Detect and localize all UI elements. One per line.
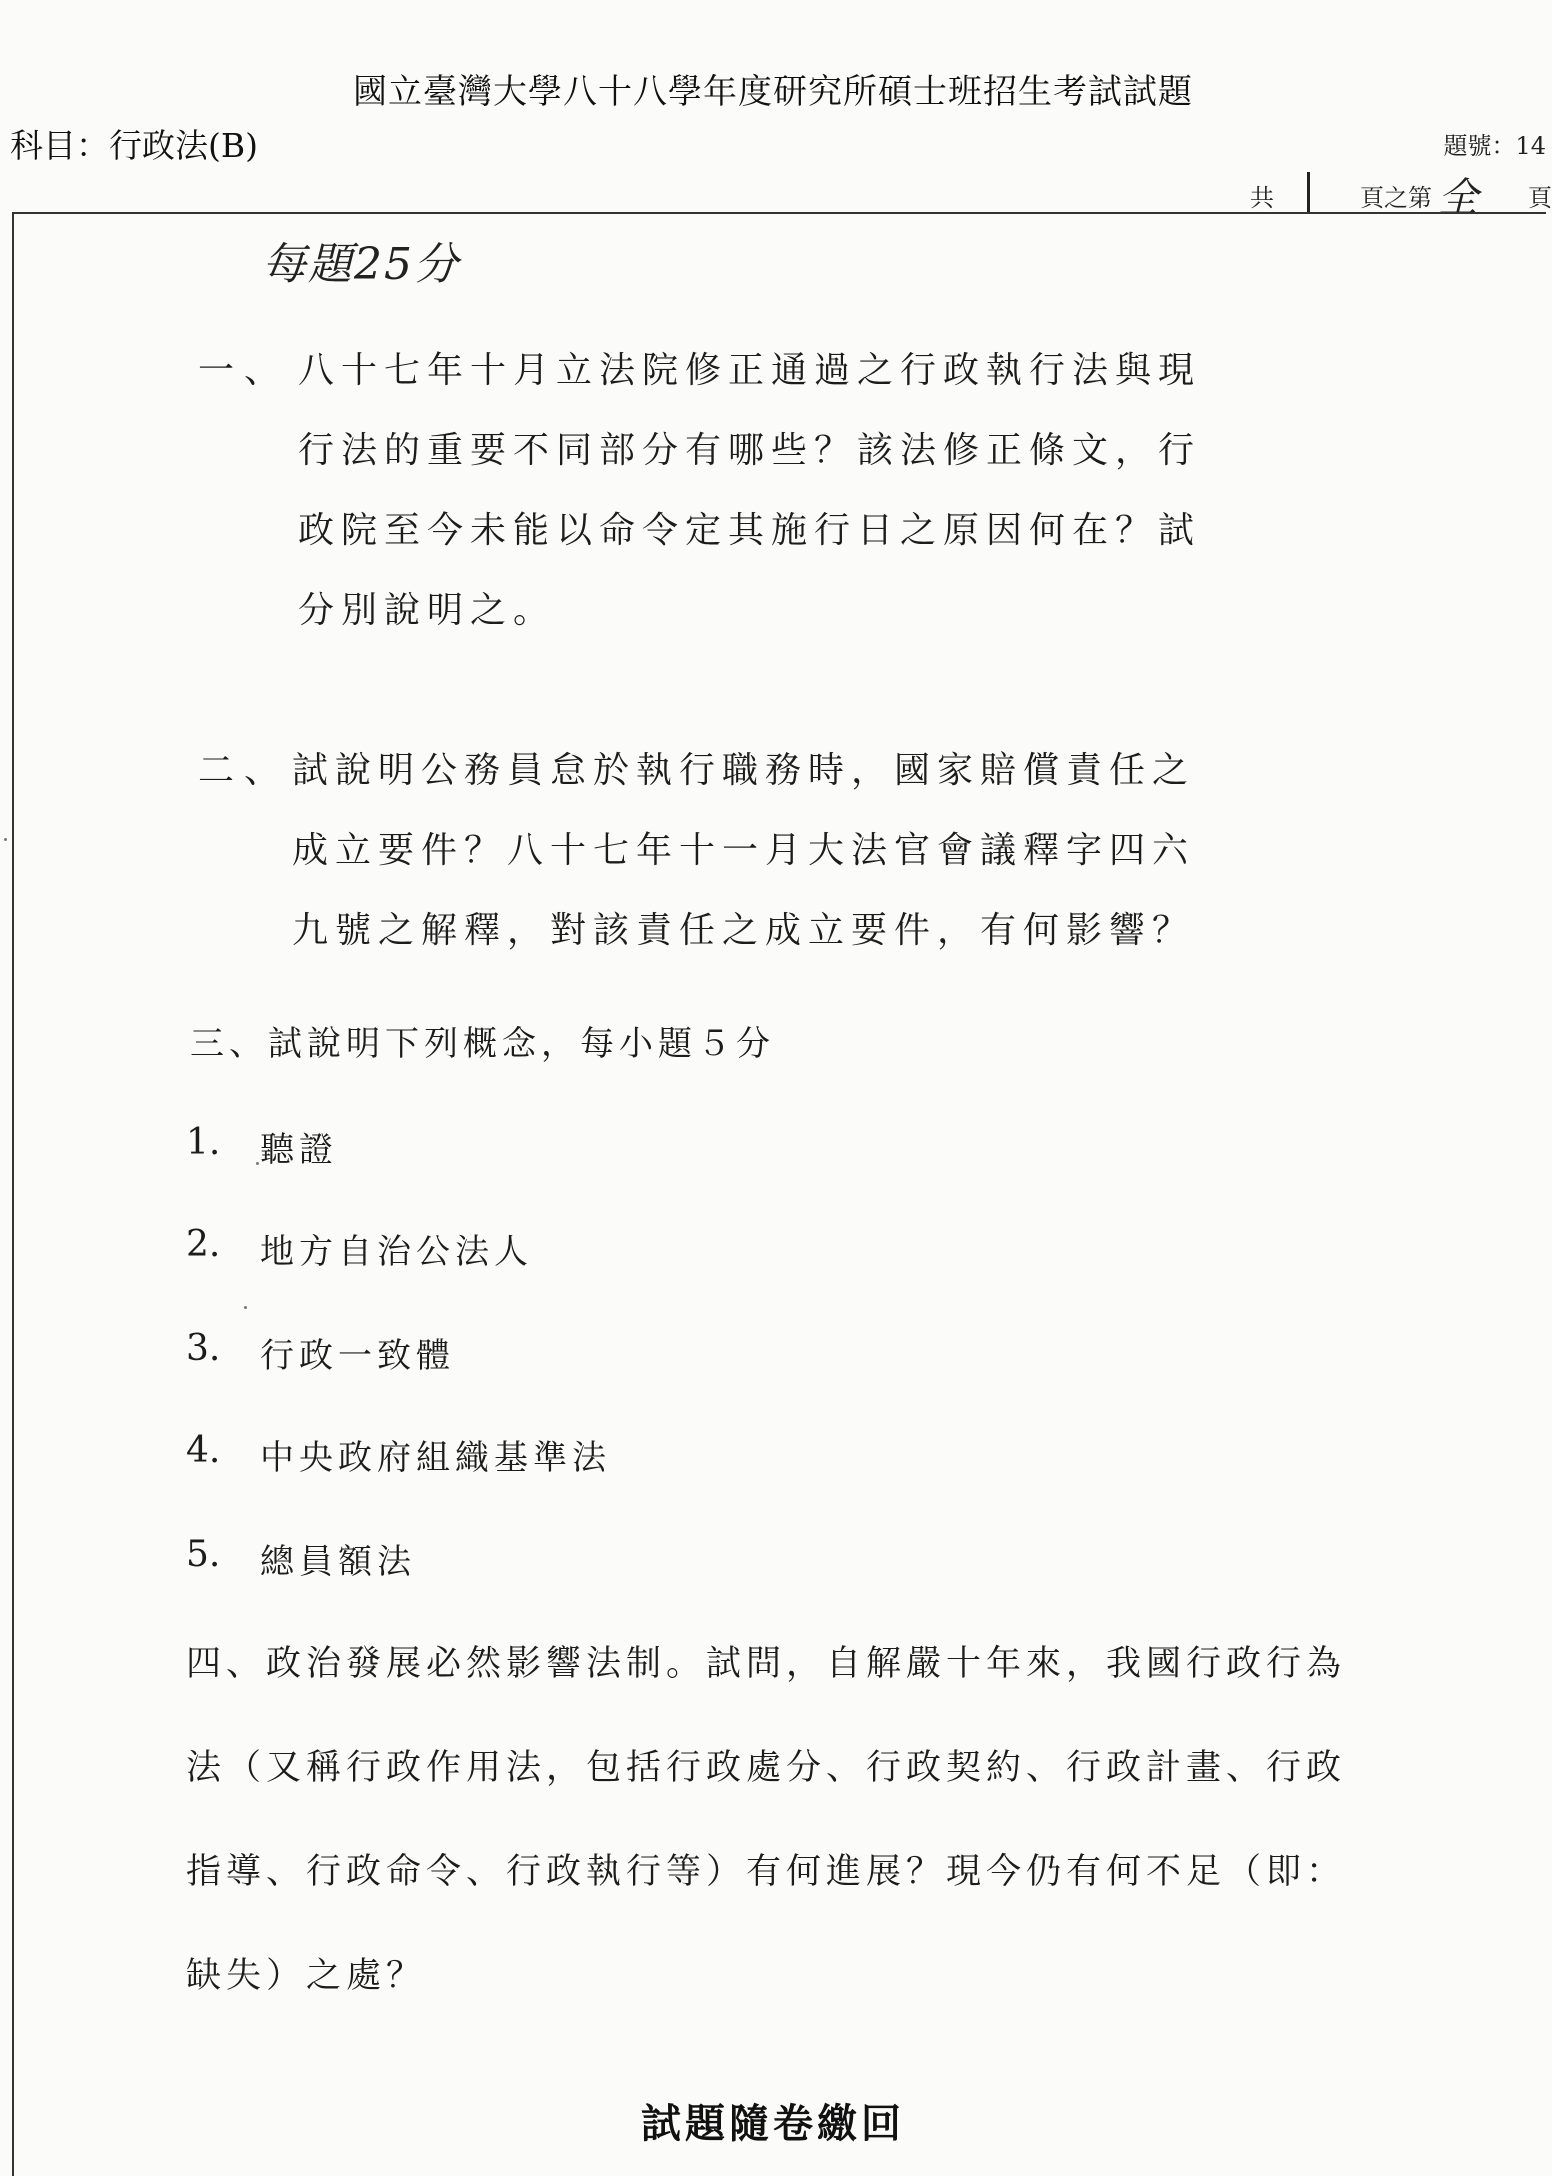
- page-label: 頁之第: [1360, 184, 1432, 212]
- q2-line: 成立要件？八十七年十一月大法官會議釋字四六: [292, 830, 1196, 871]
- q3-item-number: 2.: [186, 1224, 221, 1265]
- q4-line: 法（又稱行政作用法，包括行政處分、行政契約、行政計畫、行政: [186, 1748, 1347, 1788]
- q3-intro: 三、試說明下列概念，每小題５分: [190, 1024, 775, 1064]
- question-number: 題號：14: [1443, 132, 1546, 160]
- q3-item-number: 3.: [186, 1328, 221, 1369]
- q4-line: 指導、行政命令、行政執行等）有何進展？現今仍有何不足（即：: [186, 1852, 1347, 1892]
- q1-number: 一、: [198, 350, 291, 391]
- q3-item-text: 總員額法: [260, 1542, 416, 1582]
- q2-line: 九號之解釋，對該責任之成立要件，有何影響？: [292, 910, 1196, 951]
- handwritten-page-mark: 全: [1438, 175, 1478, 221]
- page-divider: [1307, 172, 1310, 214]
- q1-line: 八十七年十月立法院修正通過之行政執行法與現: [298, 350, 1202, 391]
- exam-title: 國立臺灣大學八十八學年度研究所碩士班招生考試試題: [353, 72, 1193, 112]
- q3-item-text: 聽證: [260, 1130, 338, 1170]
- q3-item-number: 5.: [186, 1534, 221, 1575]
- q4-line: 缺失）之處？: [186, 1956, 427, 1996]
- handwritten-score-note: 每題25分: [262, 239, 460, 290]
- q1-line: 行法的重要不同部分有哪些？該法修正條文，行: [298, 430, 1202, 471]
- q4-line: 四、政治發展必然影響法制。試問，自解嚴十年來，我國行政行為: [186, 1644, 1347, 1684]
- scan-speck: [256, 1162, 259, 1165]
- q3-item-text: 地方自治公法人: [260, 1232, 533, 1272]
- q3-item-text: 行政一致體: [260, 1336, 455, 1376]
- page-trailing-label: 頁: [1528, 184, 1552, 212]
- scan-speck: [4, 838, 7, 841]
- return-notice: 試題隨卷繳回: [641, 2100, 905, 2147]
- q2-line: 試說明公務員怠於執行職務時，國家賠償責任之: [292, 750, 1196, 791]
- total-pages-label: 共: [1250, 184, 1274, 212]
- q1-line: 政院至今未能以命令定其施行日之原因何在？試: [298, 510, 1202, 551]
- q3-item-number: 1.: [186, 1122, 221, 1163]
- q1-line: 分別說明之。: [298, 590, 557, 631]
- q2-number: 二、: [198, 750, 291, 791]
- scan-speck: [244, 1306, 247, 1309]
- subject-label: 科目：行政法(B): [10, 126, 258, 165]
- q3-item-text: 中央政府組織基準法: [260, 1438, 611, 1478]
- q3-item-number: 4.: [186, 1430, 221, 1471]
